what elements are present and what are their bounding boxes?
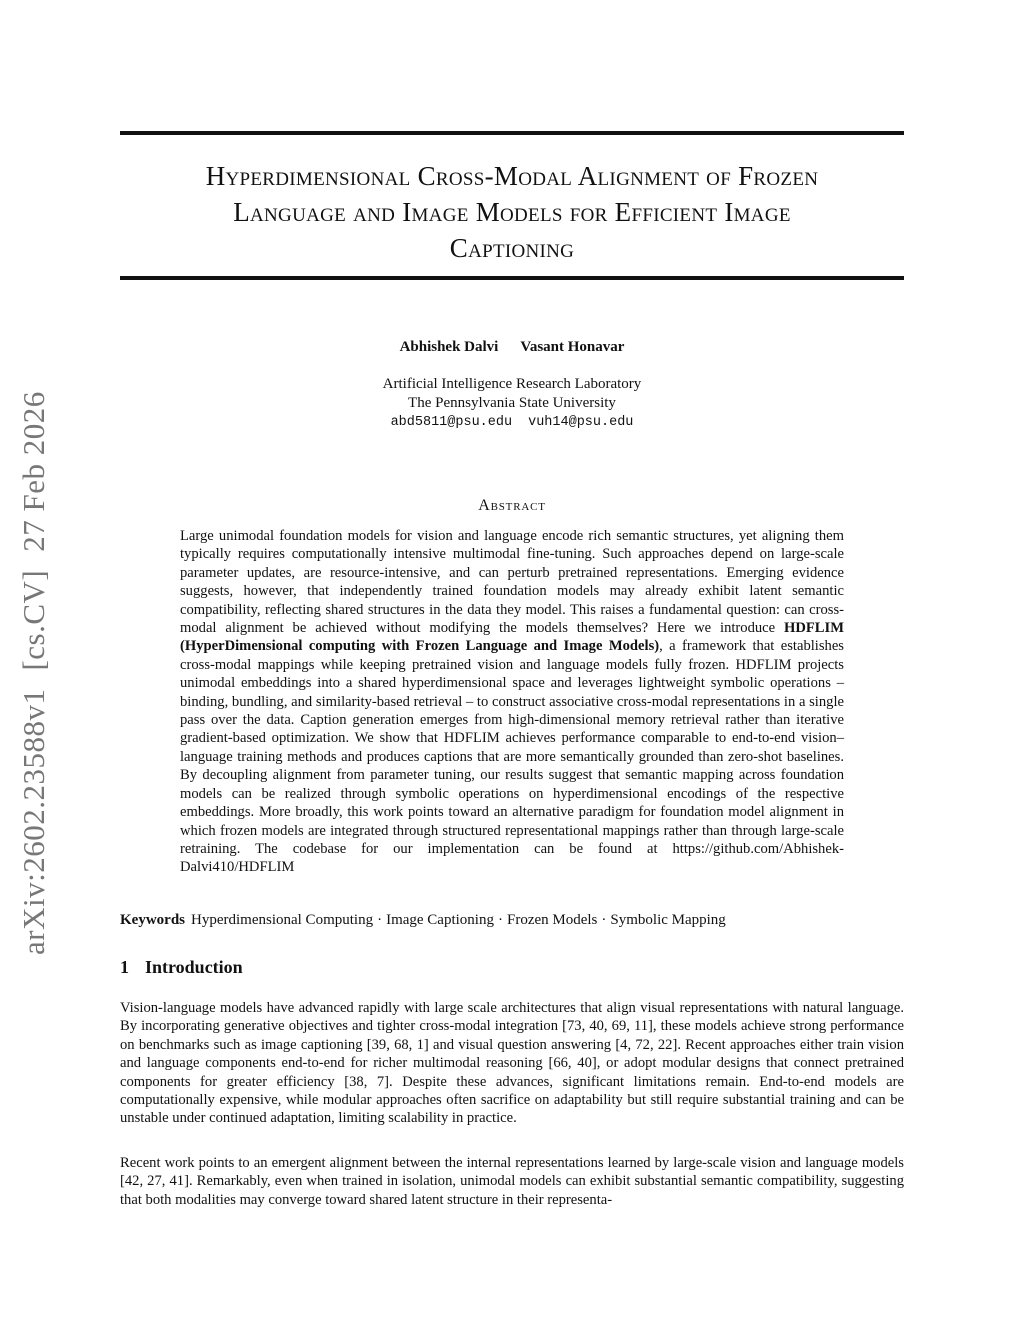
title-top-rule: [120, 131, 904, 135]
arxiv-id: arXiv:2602.23588v1: [16, 688, 51, 955]
abstract-method-name: HDFLIM (HyperDimensional computing with Frozen Language and Image Models): [180, 620, 844, 655]
section-title: Introduction: [145, 957, 243, 977]
arxiv-stamp: [16, 373, 52, 955]
paper-title: [120, 158, 904, 266]
keyword: Hyperdimensional Computing: [191, 912, 374, 928]
keyword-separator: ·: [377, 912, 383, 928]
affiliation-university: The Pennsylvania State University: [408, 395, 616, 411]
intro-paragraph-1: Vision-language models have advanced rapidly with large scale architectures that align visual representations with natural language. By incorporating generative objectives and tighter cross-modal integration [73, 40, 69, 11], these models achieve strong performance on benchmarks such as image captioning [39, 68, 1] and visual question answering [4, 72, 22]. Recent approaches either train vision and language components end-to-end for richer multimodal reasoning [66, 40], or adopt modular designs that connect pretrained components for greater efficiency [38, 7]. Despite these advances, significant limitations remain. End-to-end models are computationally expensive, while modular approaches often sacrifice on adaptability but still require substantial training and can be unstable under continued adaptation, limiting scalability in practice.: [120, 1000, 904, 1127]
keyword: Symbolic Mapping: [610, 912, 726, 928]
abstract-text-part-1: Large unimodal foundation models for vision and language encode rich semantic structures, yet aligning them typically requires computationally intensive multimodal fine-tuning. Such approaches depend on large-scale parameter updates, are resource-intensive, and can perturb pretrained representations. Emerging evidence suggests, however, that independently trained foundation models may already exhibit latent semantic compatibility, reflecting shared structures in the data they model. This raises a fundamental question: can cross-modal alignment be achieved without modifying the models themselves? Here we introduce: [180, 528, 844, 637]
abstract-heading: Abstract: [478, 497, 546, 514]
email-address[interactable]: abd5811@psu.edu: [390, 415, 513, 430]
affiliation-block: [0, 375, 1024, 432]
author-name: Abhishek Dalvi: [399, 339, 499, 355]
author-emails: [0, 413, 1024, 432]
author-name: Vasant Honavar: [520, 339, 625, 355]
keyword: Image Captioning: [386, 912, 494, 928]
title-bottom-rule: [120, 276, 904, 280]
abstract-body: [180, 527, 844, 877]
arxiv-date: 27 Feb 2026: [16, 391, 51, 552]
title-line-3: Captioning: [449, 233, 575, 263]
keywords-label: Keywords: [120, 912, 185, 928]
section-number: 1: [120, 957, 129, 977]
author-list: [0, 339, 1024, 356]
section-heading: [120, 957, 243, 978]
intro-paragraph-2: Recent work points to an emergent alignment between the internal representations learned by large-scale vision and language models [42, 27, 41]. Remarkably, even when trained in isolation, unimodal models can exhibit substantial semantic compatibility, suggesting that both modalities may converge toward shared latent structure in their representa-: [120, 1155, 904, 1208]
arxiv-category: [cs.CV]: [16, 569, 51, 671]
title-line-1: Hyperdimensional Cross-Modal Alignment of Frozen: [205, 161, 819, 191]
email-address[interactable]: vuh14@psu.edu: [528, 415, 634, 430]
affiliation-lab: Artificial Intelligence Research Laboratory: [382, 376, 642, 392]
title-line-2: Language and Image Models for Efficient Image: [233, 197, 791, 227]
keywords-line: [120, 911, 904, 930]
keyword: Frozen Models: [506, 912, 598, 928]
abstract-text-part-2: , a framework that establishes cross-modal mappings while keeping pretrained vision and language models fully frozen. HDFLIM projects unimodal embeddings into a shared hyperdimensional space and leverages lightweight symbolic operations – binding, bundling, and similarity-based retrieval – to construct associative cross-modal representations in a single pass over the data. Caption generation emerges from high-dimensional memory retrieval rather than iterative gradient-based optimization. We show that HDFLIM achieves performance comparable to end-to-end vision–language training methods and produces captions that are more semantically grounded than zero-shot baselines. By decoupling alignment from parameter tuning, our results suggest that semantic mapping across foundation models can be realized through symbolic operations on hyperdimensional encodings of the respective embeddings. More broadly, this work points toward an alternative paradigm for foundation model alignment in which frozen models are integrated through structured representational mappings rather than through large-scale retraining. The codebase for our implementation can be found at https://github.com/Abhishek-Dalvi410/HDFLIM: [180, 638, 844, 876]
keyword-separator: ·: [497, 912, 503, 928]
keyword-separator: ·: [601, 912, 607, 928]
